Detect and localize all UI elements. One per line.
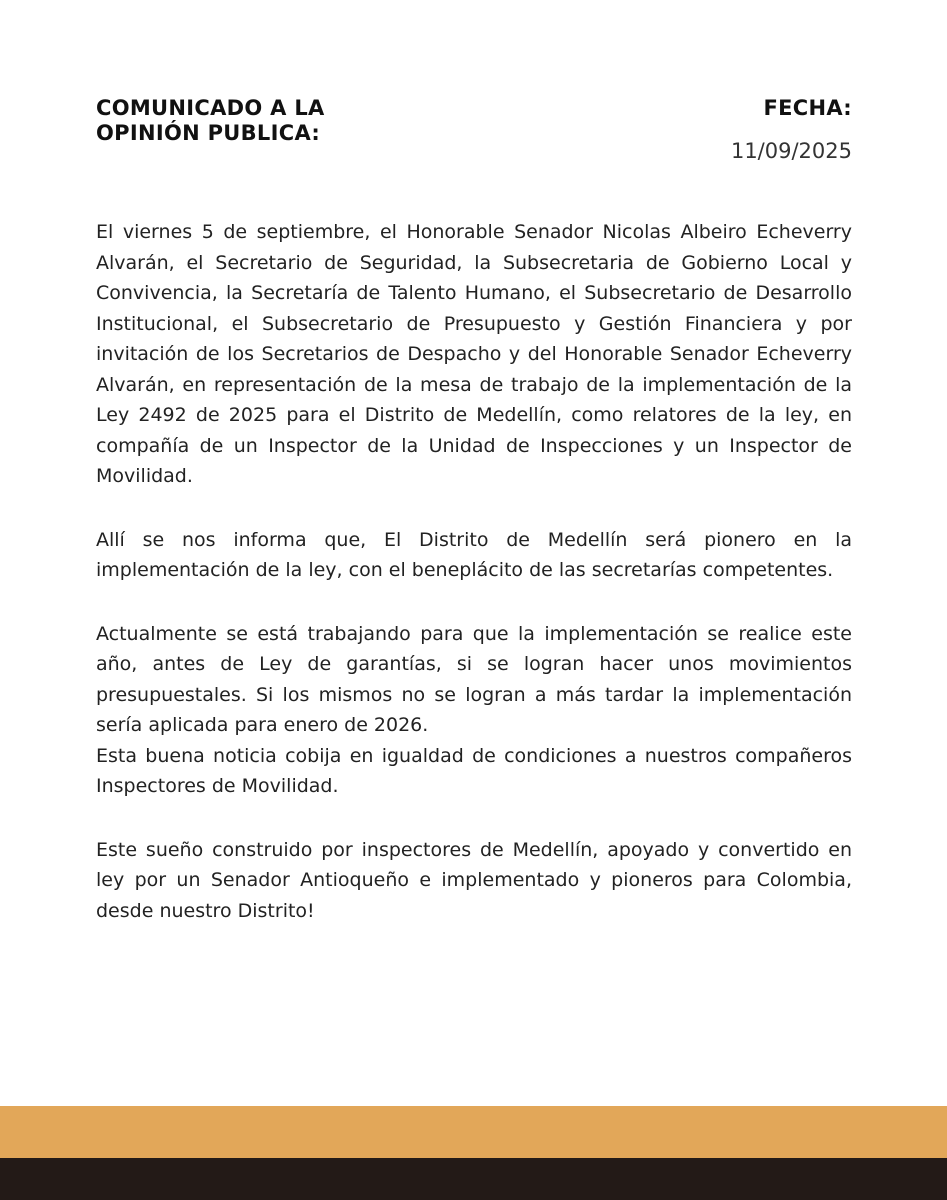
page-title-line-2: OPINIÓN PUBLICA:: [96, 121, 321, 145]
paragraph-pioneer: Allí se nos informa que, El Distrito de Medellín será pionero en la implementación de la ley, con el beneplácito de las secretarías competentes.: [96, 528, 852, 581]
date-value: 11/09/2025: [730, 139, 852, 163]
paragraph-meeting: El viernes 5 de septiembre, el Honorable Senador Nicolas Albeiro Echeverry Alvarán, el Secretario de Seguridad, la Subsecretaria de Gobierno Local y Convivencia, la Secretaría de Talento Humano, el Subsecretario de Desarrollo Institucional, el Subsecretario de Presupuesto y Gestión Financiera y por invitación de los Secretarios de Despacho y del Honorable Senador Echeverry Alvarán, en representación de la mesa de trabajo de la implementación de la Ley 2492 de 2025 para el Distrito de Medellín, como relatores de la ley, en compañía de un Inspector de la Unidad de Inspecciones y un Inspector de Movilidad.: [96, 221, 852, 487]
footer-band-dark: [0, 1158, 947, 1200]
paragraph-closing: Este sueño construido por inspectores de Medellín, apoyado y convertido en ley por un Senador Antioqueño e implementado y pioneros para Colombia, desde nuestro Distrito!: [96, 838, 852, 922]
page-title-line-1: COMUNICADO A LA: [96, 96, 325, 120]
page-title: [96, 96, 325, 146]
footer-band-orange: [0, 1106, 947, 1158]
body-text: [96, 217, 852, 926]
paragraph-good-news: Esta buena noticia cobija en igualdad de condiciones a nuestros compañeros Inspectores de Movilidad.: [96, 744, 852, 797]
paragraph-implementation: Actualmente se está trabajando para que la implementación se realice este año, antes de Ley de garantías, si se logran hacer unos movimientos presupuestales. Si los mismos no se logran a más tardar la implementación sería aplicada para enero de 2026.: [96, 622, 852, 736]
date-label: FECHA:: [763, 96, 852, 120]
